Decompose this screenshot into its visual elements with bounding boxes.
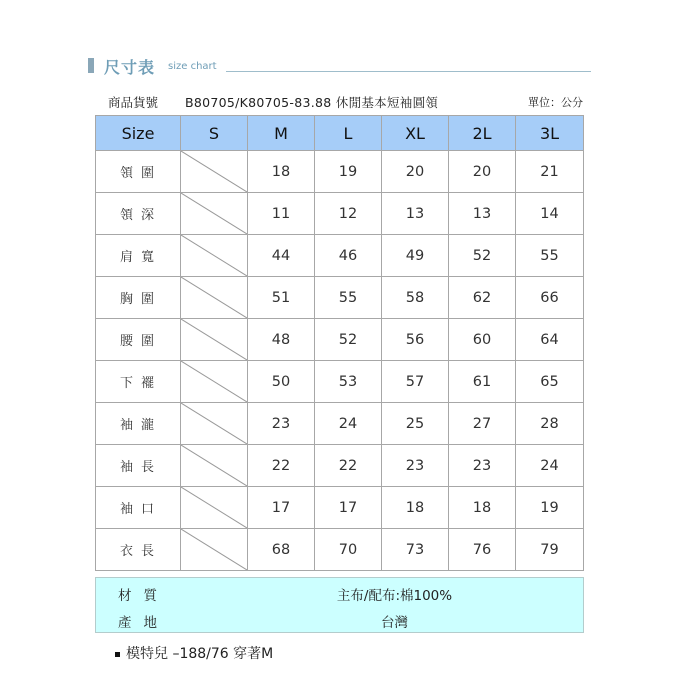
value-cell: 23 — [449, 445, 516, 487]
value-cell: 55 — [516, 235, 584, 277]
value-cell: 23 — [382, 445, 449, 487]
table-row — [96, 403, 584, 445]
table-row — [96, 277, 584, 319]
value-cell: 20 — [382, 151, 449, 193]
value-cell: 79 — [516, 529, 584, 571]
diagonal-slash-icon — [181, 445, 247, 486]
row-label: 衣長 — [96, 529, 181, 571]
origin-row — [96, 605, 583, 632]
value-cell: 17 — [315, 487, 382, 529]
material-value: 主布/配布:棉100% — [336, 588, 453, 604]
table-row — [96, 487, 584, 529]
diagonal-slash-icon — [181, 151, 247, 192]
value-cell: 49 — [382, 235, 449, 277]
heading-title: 尺寸表 — [104, 58, 156, 77]
diagonal-slash-icon — [181, 403, 247, 444]
value-cell: 51 — [248, 277, 315, 319]
value-cell: 18 — [382, 487, 449, 529]
bullet-square-icon — [115, 652, 120, 657]
value-cell: 24 — [315, 403, 382, 445]
value-cell: 76 — [449, 529, 516, 571]
value-cell: 55 — [315, 277, 382, 319]
value-cell: 19 — [516, 487, 584, 529]
fabric-origin-box — [95, 577, 584, 633]
row-label: 腰圍 — [96, 319, 181, 361]
diagonal-slash-icon — [181, 193, 247, 234]
size-chart-heading — [88, 56, 591, 76]
value-cell: 48 — [248, 319, 315, 361]
table-row — [96, 193, 584, 235]
value-cell: 25 — [382, 403, 449, 445]
diagonal-slash-icon — [181, 277, 247, 318]
header-m: M — [248, 116, 315, 151]
value-cell: 27 — [449, 403, 516, 445]
row-label: 胸圍 — [96, 277, 181, 319]
row-label: 領深 — [96, 193, 181, 235]
value-cell: 14 — [516, 193, 584, 235]
product-info — [108, 93, 583, 109]
value-cell: 60 — [449, 319, 516, 361]
value-cell: 68 — [248, 529, 315, 571]
value-cell: 53 — [315, 361, 382, 403]
table-row — [96, 151, 584, 193]
diagonal-slash-icon — [181, 487, 247, 528]
value-cell: 52 — [449, 235, 516, 277]
value-cell: 64 — [516, 319, 584, 361]
value-cell: 50 — [248, 361, 315, 403]
value-cell: 70 — [315, 529, 382, 571]
header-2l: 2L — [449, 116, 516, 151]
row-label: 袖瀧 — [96, 403, 181, 445]
header-xl: XL — [382, 116, 449, 151]
empty-cell-s — [181, 235, 248, 277]
value-cell: 12 — [315, 193, 382, 235]
table-row — [96, 529, 584, 571]
value-cell: 13 — [449, 193, 516, 235]
empty-cell-s — [181, 193, 248, 235]
row-label: 領圍 — [96, 151, 181, 193]
value-cell: 66 — [516, 277, 584, 319]
header-3l: 3L — [516, 116, 584, 151]
value-cell: 19 — [315, 151, 382, 193]
material-label: 材質 — [118, 588, 169, 604]
value-cell: 61 — [449, 361, 516, 403]
diagonal-slash-icon — [181, 319, 247, 360]
heading-accent-bar — [88, 58, 94, 73]
empty-cell-s — [181, 529, 248, 571]
origin-label: 產地 — [118, 615, 169, 631]
diagonal-slash-icon — [181, 235, 247, 276]
value-cell: 73 — [382, 529, 449, 571]
table-row — [96, 361, 584, 403]
model-note — [115, 643, 273, 663]
empty-cell-s — [181, 319, 248, 361]
value-cell: 20 — [449, 151, 516, 193]
row-label: 袖長 — [96, 445, 181, 487]
empty-cell-s — [181, 403, 248, 445]
value-cell: 28 — [516, 403, 584, 445]
size-header-row — [96, 116, 584, 151]
empty-cell-s — [181, 361, 248, 403]
value-cell: 58 — [382, 277, 449, 319]
diagonal-slash-icon — [181, 361, 247, 402]
row-label: 袖口 — [96, 487, 181, 529]
empty-cell-s — [181, 151, 248, 193]
row-label: 下襬 — [96, 361, 181, 403]
value-cell: 65 — [516, 361, 584, 403]
unit-label: 單位：公分 — [528, 96, 583, 109]
value-cell: 57 — [382, 361, 449, 403]
value-cell: 24 — [516, 445, 584, 487]
value-cell: 13 — [382, 193, 449, 235]
product-code-label: 商品貨號 — [108, 95, 159, 110]
value-cell: 22 — [248, 445, 315, 487]
value-cell: 46 — [315, 235, 382, 277]
material-row — [96, 578, 583, 605]
empty-cell-s — [181, 487, 248, 529]
value-cell: 11 — [248, 193, 315, 235]
value-cell: 22 — [315, 445, 382, 487]
heading-subtitle: size chart — [168, 61, 217, 72]
value-cell: 18 — [449, 487, 516, 529]
value-cell: 18 — [248, 151, 315, 193]
value-cell: 52 — [315, 319, 382, 361]
header-l: L — [315, 116, 382, 151]
value-cell: 17 — [248, 487, 315, 529]
size-table — [95, 115, 584, 571]
row-label: 肩寬 — [96, 235, 181, 277]
heading-divider — [226, 71, 591, 72]
empty-cell-s — [181, 445, 248, 487]
origin-value: 台灣 — [381, 615, 408, 631]
value-cell: 56 — [382, 319, 449, 361]
header-s: S — [181, 116, 248, 151]
value-cell: 62 — [449, 277, 516, 319]
product-code-name: B80705/K80705-83.88 休閒基本短袖圓領 — [185, 95, 439, 110]
diagonal-slash-icon — [181, 529, 247, 570]
value-cell: 21 — [516, 151, 584, 193]
value-cell: 44 — [248, 235, 315, 277]
table-row — [96, 445, 584, 487]
model-note-text: 模特兒 –188/76 穿著M — [126, 646, 274, 662]
empty-cell-s — [181, 277, 248, 319]
header-size: Size — [96, 116, 181, 151]
table-row — [96, 319, 584, 361]
value-cell: 23 — [248, 403, 315, 445]
table-row — [96, 235, 584, 277]
